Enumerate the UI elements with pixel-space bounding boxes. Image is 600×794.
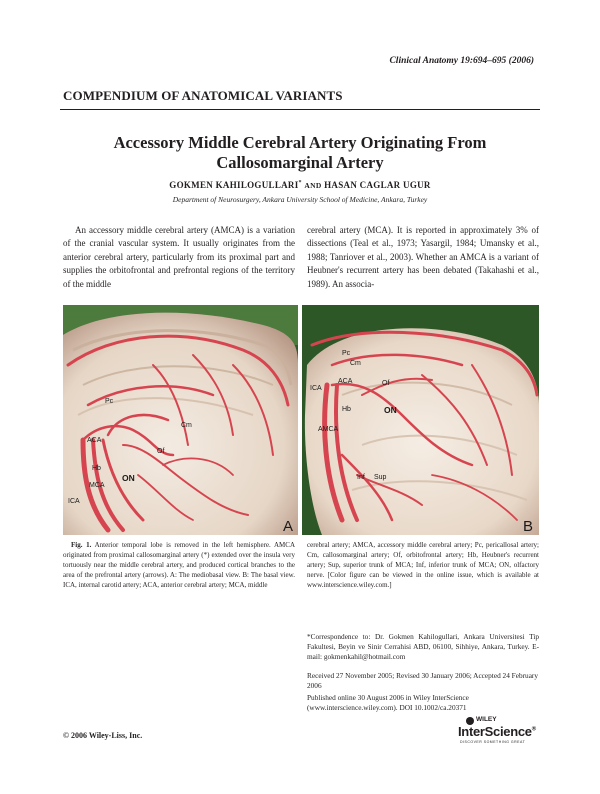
- logo-tagline: DISCOVER SOMETHING GREAT: [460, 740, 526, 744]
- label-inf-b: Inf: [357, 474, 365, 481]
- figure-caption-column-2: cerebral artery; AMCA, accessory middle cerebral artery; Pc, pericallosal artery; Cm, callosomarginal artery; Of, orbitofrontal artery; Hb, Heubner's recurrent artery; Sup, superior trunk of MCA; Inf, inferior trunk of MCA; ON, olfactory nerve. [Color figure can be viewed in the online issue, which is available at www.interscience.wiley.com.]: [307, 541, 539, 589]
- journal-reference: Clinical Anatomy 19:694–695 (2006): [389, 56, 534, 66]
- logo-interscience: InterScience®: [458, 724, 536, 739]
- figure-panel-b: [302, 305, 539, 535]
- caption-text-1: Anterior temporal lobe is removed in the left hemisphere. AMCA originated from proximal callosomarginal artery (*) extended over the insula very tortuously near the middle cerebral artery, and produced cortical branches to the area of the prefrontal artery (arrows). A: The mediobasal view. B: The basal view. ICA, internal carotid artery; ACA, anterior cerebral artery; MCA, middle: [63, 541, 295, 589]
- label-of-b: Of: [382, 380, 390, 387]
- affiliation: Department of Neurosurgery, Ankara University School of Medicine, Ankara, Turkey: [172, 195, 428, 204]
- label-sup-b: Sup: [374, 474, 387, 481]
- label-aca-b: ACA: [338, 378, 353, 385]
- label-pc-b: Pc: [342, 350, 351, 357]
- label-on-b: ON: [384, 405, 397, 415]
- panel-letter-b: B: [523, 518, 534, 535]
- figure-caption-column-1: [63, 541, 295, 591]
- label-on-a: ON: [122, 473, 135, 483]
- copyright-notice: © 2006 Wiley-Liss, Inc.: [63, 731, 143, 740]
- label-ica-b: ICA: [310, 385, 322, 392]
- body-column-1: An accessory middle cerebral artery (AMCA) is a variation of the cranial vascular system. It usually originates from the anterior cerebral artery, particularly from its proximal part and supplies the orbitofrontal and prefrontal regions of the territory of the middle: [63, 225, 295, 289]
- title-line-1: Accessory Middle Cerebral Artery Originating From: [113, 133, 487, 152]
- received-dates: Received 27 November 2005; Revised 30 January 2006; Accepted 24 February 2006: [307, 671, 539, 691]
- label-mca-a: MCA: [89, 482, 105, 489]
- article-title: [60, 133, 540, 173]
- author-1-mark: *: [298, 180, 302, 186]
- section-rule: [60, 109, 540, 110]
- label-ica-a: ICA: [68, 498, 80, 505]
- section-heading: COMPENDIUM OF ANATOMICAL VARIANTS: [63, 88, 343, 103]
- logo-wiley: WILEY: [476, 716, 497, 723]
- label-hb-b: Hb: [342, 406, 351, 413]
- label-pc-a: Pc: [105, 398, 114, 405]
- caption-label: Fig. 1.: [71, 541, 92, 549]
- brain-photo-a: [63, 305, 298, 535]
- label-hb-a: Hb: [92, 465, 101, 472]
- label-cm-a: Cm: [181, 422, 192, 429]
- author-and: AND: [304, 181, 322, 190]
- body-column-2: cerebral artery (MCA). It is reported in approximately 3% of dissections (Teal et al., 1973; Yasargil, 1984; Umansky et al., 1988; Tanriover et al., 2003). Whether an AMCA is a variant of Heubner's recurrent artery has been debated (Takahashi et al., 1989). An associa-: [307, 225, 539, 289]
- label-aca-a: ACA: [87, 437, 102, 444]
- wiley-interscience-logo: [458, 717, 542, 747]
- author-2: HASAN CAGLAR UGUR: [324, 180, 431, 190]
- label-cm-b: Cm: [350, 360, 361, 367]
- publication-info: Published online 30 August 2006 in Wiley InterScience (www.interscience.wiley.com). DOI 10.1002/ca.20371: [307, 693, 469, 713]
- label-amca-b: AMCA: [318, 426, 339, 433]
- correspondence-note: *Correspondence to: Dr. Gokmen Kahilogullari, Ankara Universitesi Tip Fakultesi, Beyin ve Sinir Cerrahisi ABD, 06100, Sihhiye, Ankara, Turkey. E-mail: gokmenkahil@hotmail.com: [307, 632, 539, 662]
- label-of-a: Of: [157, 448, 165, 455]
- figure-1: [63, 305, 539, 535]
- title-line-2: Callosomarginal Artery: [216, 153, 384, 172]
- panel-letter-a: A: [283, 518, 294, 535]
- brain-photo-b: [302, 305, 539, 535]
- figure-panel-a: [63, 305, 298, 535]
- author-1: GOKMEN KAHILOGULLARI: [169, 180, 299, 190]
- authors: [60, 180, 540, 190]
